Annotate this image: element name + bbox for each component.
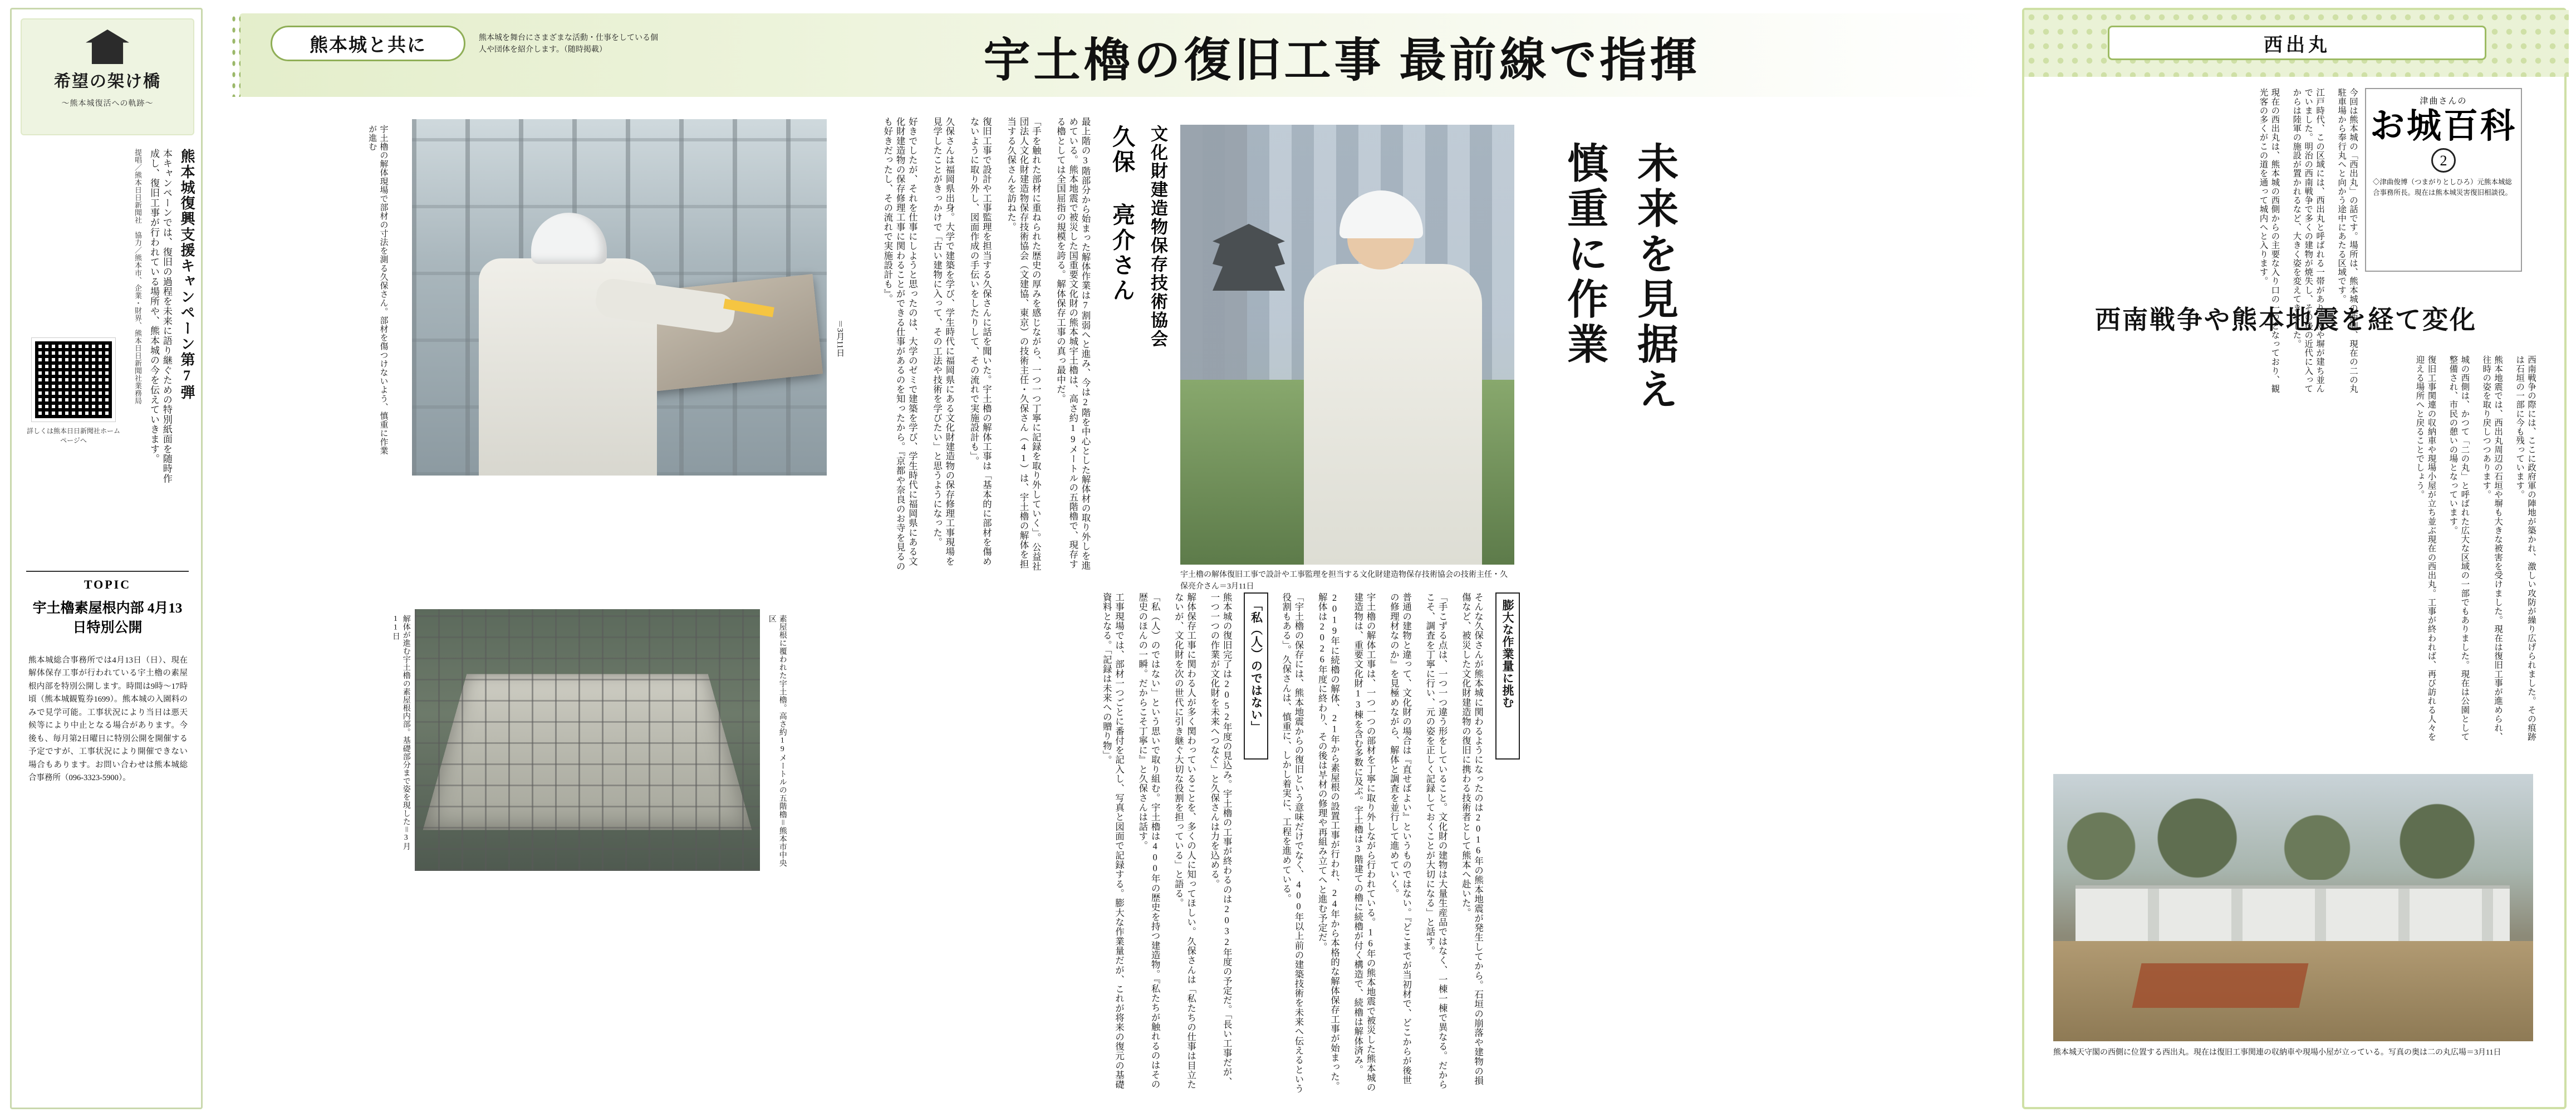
article-column: 久保さんは福岡県出身。大学で建築を学び、学生時代に福岡県にある文化財建造物の保存修理工事現場を見学したことがきっかけで「古い建物に入って、その工法や技術を学びたい」と思うようになった。 [931, 117, 955, 566]
article-column: 宇土櫓の解体工事は、一つ一つの部材を丁寧に取り外しながら行われている。16年の熊本地震で被災した熊本城の建造物は、重要文化財13棟を含む多数に及ぶ。宇土櫓は3階建ての櫓に続櫓が付く構造で、続櫓は解体済み。 [1352, 592, 1376, 1092]
campaign-body: 本キャンペーンでは、復旧の過程を未来に語り継ぐための特別紙面を随時作成し、復旧工事が行われている場所や、熊本城の今を伝えていきます。 [148, 149, 172, 484]
page-title: 宇土櫓の復旧工事 最前線で指揮 [983, 35, 1700, 87]
article-columns-bottom [785, 592, 1520, 1094]
article-column: 復旧工事で設計や工事監理を担当する久保さんに話を聞いた。宇土櫓の解体工事は「基本的に部材を傷めないように取り外し、図面作成の手伝いをしたりして、その流れで実施設計も」。 [969, 117, 992, 566]
right-column: 城の西側は、かつて「二の丸」と呼ばれた広大な区域の一部でもありました。現在は公園として整備され、市民の憩いの場となっています。 [2448, 355, 2470, 742]
photo-rebar-grid [415, 609, 760, 871]
column-author-note: ◇津曲俊博（つまがりとしひろ）元熊本城総合事務所長。現在は熊本城災害復旧相談役。 [2373, 178, 2513, 197]
campaign-credits: 提唱／熊本日日新聞社 協力／熊本市、企業・財界、熊本日日新聞社業務局 [134, 149, 143, 405]
left-sidebar [10, 8, 203, 1109]
right-columns-mid [2047, 355, 2536, 745]
right-column: 熊本地震では、西出丸周辺の石垣や塀も大きな被害を受けました。現在は復旧工事が進められ、往時の姿を取り戻しつつあります。 [2481, 355, 2503, 742]
dot-pattern-decoration [230, 13, 241, 97]
article-column: 解体保存工事に関わる人が多く関わっていることを、多くの人に知ってほしい。久保さんは「私たちの仕事は目立たないが、文化財を次の世代に引き継ぐ大切な役割を担っている」と語る。 [1173, 592, 1196, 1090]
series-note: 熊本城を舞台にさまざまな活動・仕事をしている個人や団体を紹介します。（随時掲載） [479, 34, 658, 54]
article-columns-top [852, 117, 1091, 574]
right-column-panel [2022, 8, 2567, 1109]
campaign-logo [21, 18, 194, 135]
photo-nishidemaru [2053, 774, 2533, 1041]
right-column: 現在の西出丸は、熊本城の西側からの主要な入り口の一つとなっており、観光客の多くがこの道を通って城内へと入ります。 [2258, 88, 2280, 394]
right-columns-top [2047, 88, 2358, 400]
byline-organization: 文化財建造物保存技術協会 [1148, 125, 1167, 349]
photo4-caption: 熊本城天守閣の西側に位置する西出丸。現在は復旧工事関連の収納車や現場小屋が立っている。写真の奥は二の丸広場＝3月11日 [2053, 1049, 2501, 1057]
article-column: そんな久保さんが熊本城に関わるようになったのは2016年の熊本地震が発生してから。石垣の崩落や建物の損傷など、被災した文化財建造物の復旧に携わる技術者として熊本へ赴いた。 [1460, 592, 1484, 1086]
photo-worker-measuring [412, 119, 827, 476]
main-article-panel [223, 8, 2002, 1109]
article-column: 工事現場では、部材一つごとに番付を記入し、写真と図面で記録する。膨大な作業量だが、これが将来の復元の基礎資料となる。「記録は未来への贈り物」。 [1101, 592, 1125, 1090]
topic-body: 熊本城総合事務所では4月13日（日）、現在解体保存工事が行われている宇土櫓の素屋根内部を特別公開します。時間は9時～17時頃（熊本城観覧券1699）。熊本城の入園料のみで見学可能。工事状況により当日は悪天候等により中止となる場合があります。今後も、毎月第2日曜日に特別公開を開催する予定ですが、工事状況により開催できない場合もあります。お問い合わせは熊本城総合事務所（096-3323-5900）。 [28, 656, 188, 783]
divider [26, 571, 189, 572]
photo-red-surface [2132, 963, 2308, 1008]
qr-caption: 詳しくは熊本日日新聞社ホームページへ [26, 427, 120, 444]
logo-subtitle: ～熊本城復活への軌跡～ [61, 100, 154, 108]
photo-portrait-kubo [1180, 125, 1514, 565]
photo-person-body [1304, 264, 1482, 565]
article-column: 「手を触れた部材に重ねられた歴史の厚みを感じながら、一つ一つ丁寧に記録を取り外していく」。公益社団法人文化財建造物保存技術協会（文建協、東京）の技術主任・久保さん（41）は、宇土櫓の解体を担当する久保さんを訪ねた。 [1005, 117, 1042, 571]
section-heading-box-2: 「私（人）のではない」 [1244, 592, 1268, 760]
right-column: 今回は熊本城の「西出丸」の話です。場所は、熊本城の西側、現在の二の丸駐車場から奉行丸へと向かう途中にあたる区域です。 [2337, 88, 2358, 394]
article-column: 「手こずる点は、一つ一つ違う形をしていること。文化財の建物は大量生産品ではなく、一棟一棟で異なる。だからこそ、調査を丁寧に行い、元の姿を正しく記録しておくことが大切になる」と話す。 [1424, 592, 1448, 1090]
column-logo-title: お城百科 [2369, 107, 2517, 145]
right-panel-title: 西出丸 [2108, 26, 2486, 60]
pull-quote-line-1: 未来を見据え [1631, 141, 1677, 414]
article-column: 好きでしたが、それを仕事にしようと思ったのは、大学のゼミで建築を学び、学生時代に福岡県にある文化財建造物の保存修理工事に関わることができる仕事があるのを知ったから。『京都や奈良のお寺を見るのも好きだったし、その流れで実施設計も』。 [882, 117, 918, 571]
photo1-date: ＝3月11日 [835, 320, 845, 357]
campaign-heading: 熊本城復興支援キャンペーン第7弾 [179, 149, 195, 401]
byline-block [1097, 125, 1169, 565]
topic-headline: 宇土櫓素屋根内部 4月13日特別公開 [32, 601, 183, 635]
series-badge: 熊本城と共に [271, 26, 465, 61]
qr-code-icon[interactable] [32, 338, 115, 422]
logo-title: 希望の架け橋 [54, 72, 161, 91]
masthead [239, 13, 1999, 97]
photo2-caption: 宇土櫓の解体復旧工事で設計や工事監理を担当する文化財建造物保存技術協会の技術主任・久保亮介さん＝3月11日 [1180, 571, 1508, 591]
right-subheading: 西南戦争や熊本地震を経て変化 [2095, 306, 2477, 334]
article-column: 「宇土櫓の保存には、熊本地震からの復旧という意味だけでなく、400年以上前の建築技術を未来へ伝えるという役割もある」。久保さんは、慎重に、しかし着実に、工程を進めている。 [1280, 592, 1304, 1094]
pull-quote-line-2: 慎重に作業 [1561, 141, 1607, 368]
byline-name: 久保 亮介さん [1109, 125, 1135, 303]
right-column: 江戸時代、この区域には、西出丸と呼ばれる一帯があり、櫓や塀が建ち並んでいました。明治の西南戦争で多くの建物が焼失し、その後の近代に入ってからは陸軍の施設が置かれるなど、大きく姿を変えてきました。 [2292, 88, 2325, 394]
column-logo-box [2365, 88, 2522, 272]
article-column: 2019年に続櫓の解体、21年から素屋根の設置工事が行われ、24年から本格的な解体保存工事が始まった。解体は2026年度に終わり、その後は부材の修理や再組み立てへと進む予定だ。 [1317, 592, 1340, 1091]
article-column: 熊本城の復旧完了は2052年度の見込み。宇土櫓の工事が終わるのは2032年度の予定だ。「長い工事だが、一つ一つの作業が文化財を未来へつなぐ」と久保さんは力を込める。 [1209, 592, 1233, 1086]
bridge-castle-icon [86, 30, 129, 64]
pull-quote [1537, 141, 1681, 776]
column-logo-small: 津曲さんの [2420, 97, 2467, 106]
photo-aerial-excavation [415, 609, 760, 871]
article-column: 最上階の3階部分から始まった解体作業は7割弱へと進み、今は2階を中心とした解体材の取り外しを進めている。熊本地震で被災した国重要文化財の熊本城宇土櫓は、高さ約19メートルの五階櫓で、現存する櫓としては全国屈指の規模を誇る。解体保存工事の真っ最中だ。 [1055, 117, 1091, 571]
article-column: 「私（人）のではない」という思いで取り組む。宇土櫓は400年の歴史を持つ建造物。『私たちが触れるのはその歴史のほんの一瞬。だからこそ丁寧に』と久保さんは話す。 [1137, 592, 1161, 1089]
photo-tree-line [2053, 796, 2533, 880]
right-column: 復旧工事関連の収納車や現場小屋が立ち並ぶ現在の西出丸。工事が終われば、再び訪れる人々を迎える場所へと戻ることでしょう。 [2415, 355, 2436, 742]
section-heading-box: 膨大な作業量に挑む [1495, 592, 1520, 760]
right-column: 西南戦争の際には、ここに政府軍の陣地が築かれ、激しい攻防が繰り広げられました。その痕跡は石垣の一部に今も残っています。 [2515, 355, 2536, 742]
photo-site-sheds [2075, 885, 2510, 947]
topic-label: TOPIC [84, 577, 131, 591]
photo3-caption-secondary: 素屋根に覆われた宇土櫓。高さ約19メートルの五階櫓＝熊本市中央区 [767, 615, 787, 868]
article-column: 普通の建物と違って、文化財の場合は『直せばよい』というものではない。『どこまでが当初材で、どこからが後世の修理材なのか』を見極めながら、解体と調査を並行して進めていく。 [1388, 592, 1412, 1085]
column-number-badge: 2 [2431, 148, 2456, 173]
photo1-caption: 宇土櫓の解体現場で部材の寸法を測る久保さん。部材を傷つけないよう、慎重に作業が進む [367, 125, 388, 455]
photo3-caption: 解体が進む宇土櫓の素屋根内部。基礎部分まで姿を現した＝3月11日 [391, 615, 410, 851]
